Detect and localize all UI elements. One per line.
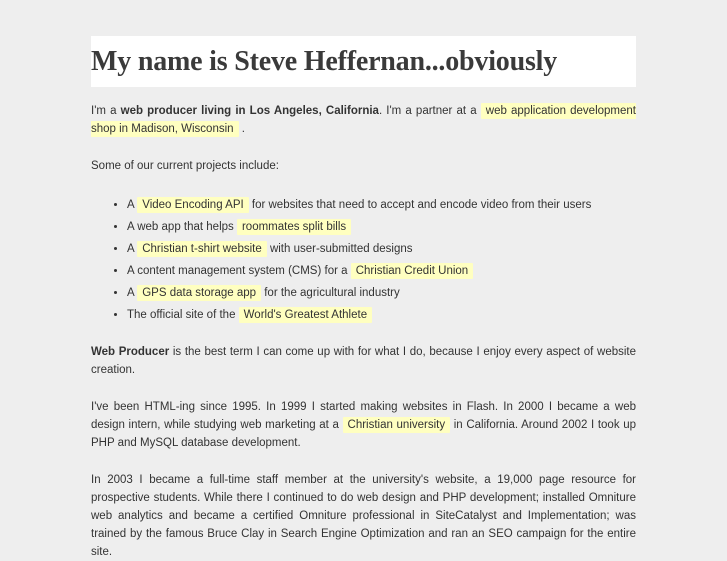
list-item	[127, 238, 636, 260]
item-text: A	[127, 243, 138, 255]
intro-mid: . I'm a partner at a	[378, 105, 481, 117]
link-worlds-greatest-athlete[interactable]: World's Greatest Athlete	[239, 307, 372, 323]
producer-bold: Web Producer	[91, 346, 170, 358]
link-web-app-shop[interactable]: web application development shop in Madison, Wisconsin	[91, 105, 636, 135]
link-christian-university[interactable]: Christian university	[343, 417, 451, 433]
projects-intro: Some of our current projects include:	[91, 160, 279, 172]
page-title: My name is Steve Heffernan...obviously	[91, 45, 558, 77]
intro-bold: web producer living in Los Angeles, California	[120, 105, 379, 117]
item-text: A content management system (CMS) for a	[127, 265, 351, 277]
html-history-paragraph	[91, 398, 636, 452]
main-content	[91, 36, 636, 561]
item-text: for the agricultural industry	[261, 287, 400, 299]
list-item	[127, 304, 636, 326]
producer-paragraph	[91, 343, 636, 379]
link-roommates-split-bills[interactable]: roommates split bills	[237, 219, 351, 235]
producer-text: is the best term I can come up with for what I do, because I enjoy every aspect of website creation.	[91, 346, 637, 376]
list-item	[127, 194, 636, 216]
title-bar	[91, 36, 636, 87]
intro-paragraph	[91, 102, 636, 138]
list-item	[127, 260, 636, 282]
history-post: in California. Around 2002 I took up PHP and MySQL database development.	[91, 419, 637, 449]
item-text: A	[127, 287, 138, 299]
projects-list	[91, 194, 636, 326]
item-text: The official site of the	[127, 309, 239, 321]
history-2003-paragraph: In 2003 I became a full-time staff member at the university's website, a 19,000 page resource for prospective students. While there I continued to do web design and PHP development; installed Omniture web analytics and became a certified Omniture professional in SiteCatalyst and Implementation; was trained by the famous Bruce Clay in Search Engine Optimization and ran an SEO campaign for the entire site.	[91, 474, 636, 558]
item-text: for websites that need to accept and encode video from their users	[248, 199, 592, 211]
item-text: A	[127, 199, 138, 211]
intro-post: .	[238, 123, 245, 135]
link-video-encoding-api[interactable]: Video Encoding API	[137, 197, 248, 213]
link-christian-credit-union[interactable]: Christian Credit Union	[351, 263, 474, 279]
history-pre: I've been HTML-ing since 1995. In 1999 I started making websites in Flash. In 2000 I became a web design intern, while studying web marketing at a	[91, 401, 636, 431]
list-item	[127, 216, 636, 238]
link-gps-data-storage-app[interactable]: GPS data storage app	[137, 285, 261, 301]
intro-pre: I'm a	[91, 105, 121, 117]
link-christian-tshirt-website[interactable]: Christian t-shirt website	[137, 241, 267, 257]
list-item	[127, 282, 636, 304]
item-text: with user-submitted designs	[266, 243, 413, 255]
item-text: A web app that helps	[127, 221, 237, 233]
